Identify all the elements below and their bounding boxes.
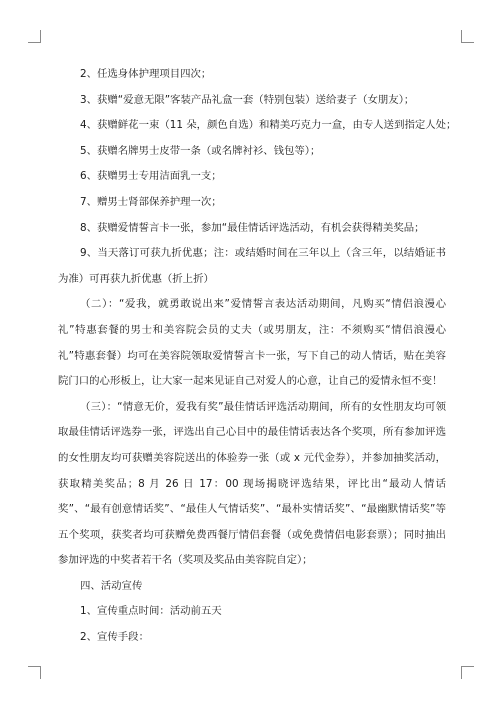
list-item-3: 3、获赠“爱意无限”客装产品礼盒一套（特别包装）送给妻子（女朋友）；	[80, 93, 415, 106]
list-item-2: 2、任选身体护理项目四次；	[80, 68, 212, 80]
crop-mark-top-left	[28, 30, 41, 43]
crop-mark-bottom-right	[461, 666, 474, 679]
list-item-8: 8、获赠爱情誓言卡一张，参加“最佳情话评选活动，有机会获得精美奖品；	[80, 221, 425, 234]
publicity-item-2: 2、宣传手段：	[80, 631, 149, 644]
section-3-paragraph: （三）：“情意无价，爱我有奖”最佳情话评选活动期间，所有的女性朋友均可领取最佳情话评选券一张，评选出自己心目中的最佳情话表达各个奖项，所有参加评选的女性朋友均可获赠美容院送出的体验券一张（或 x 元代金券），并参加抽奖活动，获取精美奖品；8 月 26 日 17：00 现场揭晓评选结果，评比出“最动人情话奖”、“最有创意情话奖”、“最佳人气情话奖”、“最朴实情话奖”、“最幽默情话奖”等五个奖项，获奖者均可获赠免费西餐厅情侣套餐（或免费情侣电影套票）；同时抽出参加评选的中奖者若干名（奖项及奖品由美容院自定）；	[58, 400, 446, 567]
section-2-paragraph: （二）：“爱我，就勇敢说出来”爱情誓言表达活动期间，凡购买“情侣浪漫心礼”特惠套餐的男士和美容院会员的丈夫（或男朋友，注：不须购买“情侣浪漫心礼”特惠套餐）均可在美容院领取爱情誓言卡一张，写下自己的动人情话，贴在美容院门口的心形板上，让大家一起来见证自己对爱人的心意，让自己的爱情永恒不变！	[58, 298, 446, 388]
list-item-7: 7、赠男士肾部保养护理一次；	[80, 195, 222, 208]
list-item-5: 5、获赠名牌男士皮带一条（或名牌衬衫、钱包等）；	[80, 144, 321, 157]
crop-mark-top-right	[461, 30, 474, 43]
list-item-4: 4、获赠鲜花一束（11 朵，颜色自选）和精美巧克力一盒，由专人送到指定人处；	[80, 119, 457, 132]
section-heading-publicity: 四、活动宣传	[80, 579, 143, 592]
publicity-item-1: 1、宣传重点时间：活动前五天	[80, 605, 222, 618]
document-body	[58, 62, 457, 651]
list-item-9: 9、当天落订可获九折优惠；注：或结婚时间在三年以上（含三年，以结婚证书为准）可再获九折优惠（折上折）	[58, 247, 446, 285]
list-item-6: 6、获赠男士专用洁面乳一支；	[80, 170, 222, 183]
crop-mark-bottom-left	[28, 666, 41, 679]
